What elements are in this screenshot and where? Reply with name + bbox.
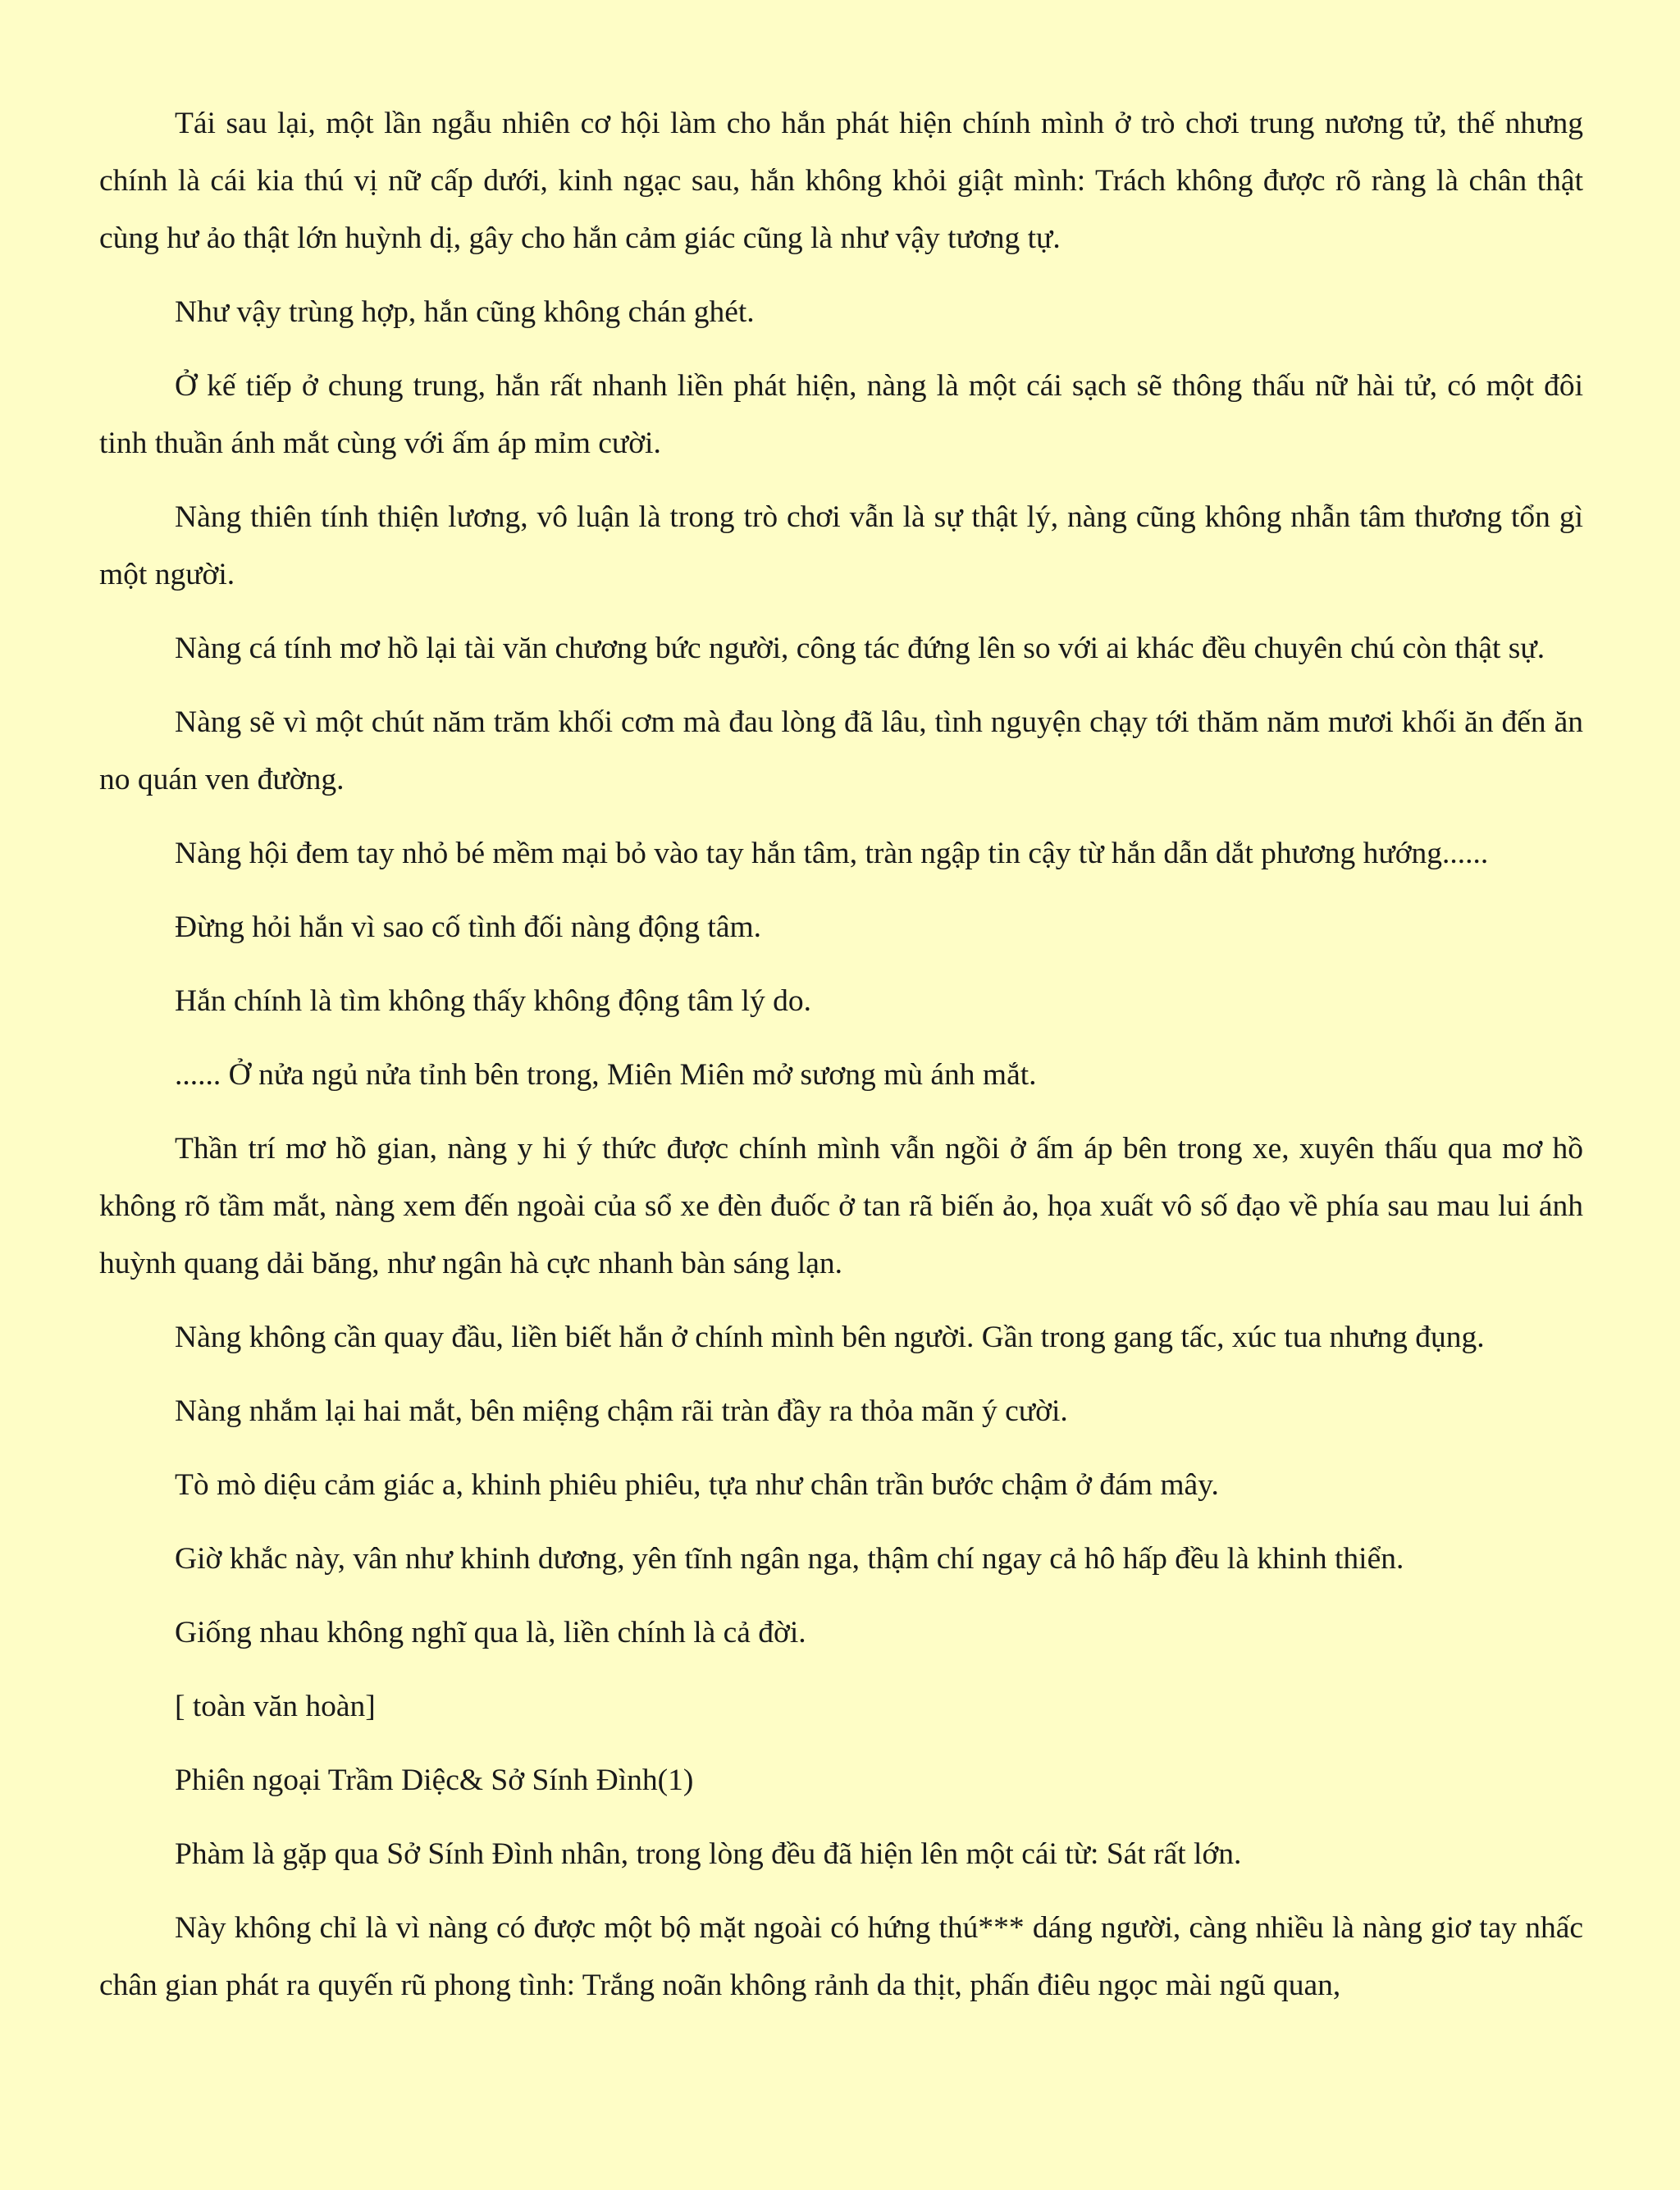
paragraph: Hắn chính là tìm không thấy không động tâm lý do. xyxy=(175,984,811,1018)
paragraph: Nàng sẽ vì một chút năm trăm khối cơm mà đau lòng đã lâu, tình nguyện chạy tới thăm năm mươi khối ăn đến ăn no quán ven đường. xyxy=(99,705,1583,796)
paragraph: Giống nhau không nghĩ qua là, liền chính là cả đời. xyxy=(175,1616,806,1649)
paragraph: Thần trí mơ hồ gian, nàng y hi ý thức được chính mình vẫn ngồi ở ấm áp bên trong xe, xuyên thấu qua mơ hồ không rõ tầm mắt, nàng xem đến ngoài của sổ xe đèn đuốc ở tan rã biến ảo, họa xuất vô số đạo về phía sau mau lui ánh huỳnh quang dải băng, như ngân hà cực nhanh bàn sáng lạn. xyxy=(99,1132,1583,1280)
paragraph: Ở kế tiếp ở chung trung, hắn rất nhanh liền phát hiện, nàng là một cái sạch sẽ thông thấu nữ hài tử, có một đôi tinh thuần ánh mắt cùng với ấm áp mỉm cười. xyxy=(99,369,1583,460)
paragraph: Nàng thiên tính thiện lương, vô luận là trong trò chơi vẫn là sự thật lý, nàng cũng không nhẫn tâm thương tổn gì một người. xyxy=(99,500,1583,591)
paragraph: Nàng cá tính mơ hồ lại tài văn chương bức người, công tác đứng lên so với ai khác đều chuyên chú còn thật sự. xyxy=(175,632,1545,665)
paragraph: Đừng hỏi hắn vì sao cố tình đối nàng động tâm. xyxy=(175,910,762,944)
paragraph: ...... Ở nửa ngủ nửa tỉnh bên trong, Miên Miên mở sương mù ánh mắt. xyxy=(175,1058,1037,1092)
paragraph: Phàm là gặp qua Sở Sính Đình nhân, trong lòng đều đã hiện lên một cái từ: Sát rất lớn. xyxy=(175,1837,1242,1871)
paragraph: Nàng nhắm lại hai mắt, bên miệng chậm rãi tràn đầy ra thỏa mãn ý cười. xyxy=(175,1394,1068,1428)
paragraph-end-marker: [ toàn văn hoàn] xyxy=(175,1690,376,1723)
paragraph: Giờ khắc này, vân như khinh dương, yên tĩnh ngân nga, thậm chí ngay cả hô hấp đều là khinh thiển. xyxy=(175,1542,1404,1576)
paragraph: Này không chỉ là vì nàng có được một bộ mặt ngoài có hứng thú*** dáng người, càng nhiều là nàng giơ tay nhấc chân gian phát ra quyến rũ phong tình: Trắng noãn không rảnh da thịt, phấn điêu ngọc mài ngũ quan, xyxy=(99,1911,1583,2002)
paragraph: Nàng không cần quay đầu, liền biết hắn ở chính mình bên người. Gần trong gang tấc, xúc tua nhưng đụng. xyxy=(175,1321,1485,1354)
chapter-heading: Phiên ngoại Trầm Diệc& Sở Sính Đình(1) xyxy=(175,1763,694,1797)
paragraph: Tò mò diệu cảm giác a, khinh phiêu phiêu, tựa như chân trần bước chậm ở đám mây. xyxy=(175,1468,1219,1502)
paragraph: Nàng hội đem tay nhỏ bé mềm mại bỏ vào tay hắn tâm, tràn ngập tin cậy từ hắn dẫn dắt phương hướng...... xyxy=(175,837,1489,870)
paragraph: Tái sau lại, một lần ngẫu nhiên cơ hội làm cho hắn phát hiện chính mình ở trò chơi trung nương tử, thế nhưng chính là cái kia thú vị nữ cấp dưới, kinh ngạc sau, hắn không khỏi giật mình: Trách không được rõ ràng là chân thật cùng hư ảo thật lớn huỳnh dị, gây cho hắn cảm giác cũng là như vậy tương tự. xyxy=(99,107,1583,255)
paragraph: Như vậy trùng hợp, hắn cũng không chán ghét. xyxy=(175,295,755,329)
